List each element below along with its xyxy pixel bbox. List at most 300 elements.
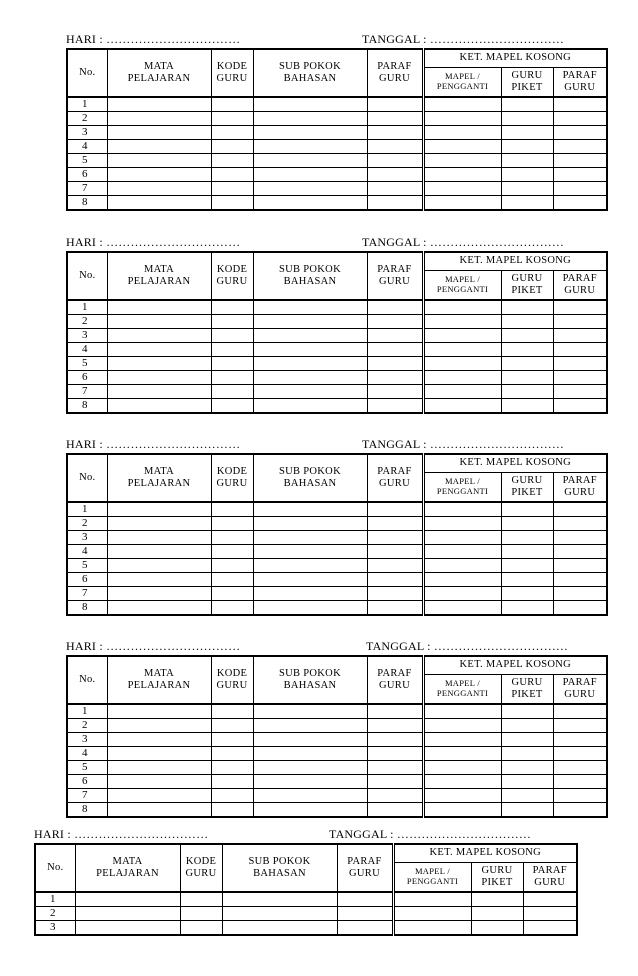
header-line: PARAF	[377, 263, 412, 275]
mapel-pengganti-cell[interactable]	[423, 545, 501, 559]
ket-mapel-kosong-header	[423, 49, 607, 68]
paraf-guru-2-cell[interactable]	[553, 329, 607, 343]
table-row	[67, 371, 607, 385]
mata-pelajaran-cell[interactable]	[107, 517, 211, 531]
mata-pelajaran-cell[interactable]	[107, 329, 211, 343]
kode-guru-cell[interactable]	[211, 399, 253, 414]
paraf-guru-2-cell[interactable]	[523, 921, 577, 936]
mapel-pengganti-cell[interactable]	[423, 573, 501, 587]
mapel-pengganti-cell[interactable]	[393, 892, 471, 907]
kode-guru-cell[interactable]	[211, 343, 253, 357]
kode-guru-cell[interactable]	[211, 371, 253, 385]
paraf-guru-cell[interactable]	[367, 761, 423, 775]
paraf-guru-cell[interactable]	[367, 126, 423, 140]
mata-pelajaran-cell[interactable]	[75, 907, 180, 921]
kode-guru-cell[interactable]	[211, 168, 253, 182]
mapel-pengganti-cell[interactable]	[423, 761, 501, 775]
row-number: 3	[35, 921, 75, 936]
sub-pokok-cell[interactable]	[253, 329, 367, 343]
paraf-guru-cell[interactable]	[367, 704, 423, 719]
sub-pokok-cell[interactable]	[253, 97, 367, 112]
sub-pokok-cell[interactable]	[222, 892, 337, 907]
paraf-guru-2-cell[interactable]	[553, 803, 607, 818]
table-row	[67, 587, 607, 601]
header-line: PENGGANTI	[436, 486, 489, 496]
guru-piket-cell[interactable]	[501, 385, 553, 399]
col-paraf-guru-header	[367, 49, 423, 97]
paraf-guru-cell[interactable]	[367, 559, 423, 573]
guru-piket-cell[interactable]	[501, 329, 553, 343]
mapel-pengganti-cell[interactable]	[423, 587, 501, 601]
paraf-guru-cell[interactable]	[367, 601, 423, 616]
journal-section	[58, 235, 618, 435]
header-line: GURU	[216, 276, 248, 287]
sub-pokok-cell[interactable]	[253, 775, 367, 789]
row-number: 6	[67, 168, 107, 182]
guru-piket-cell[interactable]	[501, 300, 553, 315]
journal-section	[26, 827, 589, 976]
header-line: KODE	[185, 855, 217, 867]
header-line: KET. MAPEL KOSONG	[429, 847, 542, 859]
sub-pokok-cell[interactable]	[253, 112, 367, 126]
guru-piket-cell[interactable]	[501, 775, 553, 789]
col-paraf-guru-2-header	[553, 68, 607, 98]
row-number: 5	[67, 559, 107, 573]
sub-pokok-cell[interactable]	[253, 371, 367, 385]
mapel-pengganti-cell[interactable]	[423, 357, 501, 371]
guru-piket-cell[interactable]	[471, 892, 523, 907]
mata-pelajaran-cell[interactable]	[107, 300, 211, 315]
paraf-guru-2-cell[interactable]	[553, 587, 607, 601]
ket-mapel-kosong-header	[393, 844, 577, 863]
header-line: PENGGANTI	[436, 284, 489, 294]
table-row	[35, 892, 577, 907]
paraf-guru-2-cell[interactable]	[553, 399, 607, 414]
guru-piket-cell[interactable]	[501, 399, 553, 414]
row-number: 7	[67, 789, 107, 803]
mata-pelajaran-cell[interactable]	[107, 761, 211, 775]
sub-pokok-cell[interactable]	[253, 601, 367, 616]
paraf-guru-cell[interactable]	[367, 733, 423, 747]
mapel-pengganti-cell[interactable]	[423, 399, 501, 414]
journal-table	[66, 251, 608, 414]
mata-pelajaran-cell[interactable]	[107, 168, 211, 182]
paraf-guru-cell[interactable]	[337, 907, 393, 921]
paraf-guru-cell[interactable]	[367, 573, 423, 587]
mapel-pengganti-cell[interactable]	[423, 502, 501, 517]
row-number: 2	[67, 719, 107, 733]
paraf-guru-cell[interactable]	[337, 892, 393, 907]
mapel-pengganti-cell[interactable]	[423, 517, 501, 531]
header-line: No.	[47, 861, 64, 873]
kode-guru-cell[interactable]	[211, 154, 253, 168]
mata-pelajaran-cell[interactable]	[107, 343, 211, 357]
mata-pelajaran-cell[interactable]	[75, 921, 180, 936]
ket-mapel-kosong-header	[423, 454, 607, 473]
mata-pelajaran-cell[interactable]	[107, 573, 211, 587]
paraf-guru-cell[interactable]	[367, 300, 423, 315]
sub-pokok-cell[interactable]	[253, 761, 367, 775]
mapel-pengganti-cell[interactable]	[423, 385, 501, 399]
header-line: PARAF	[377, 667, 412, 679]
mapel-pengganti-cell[interactable]	[423, 315, 501, 329]
mata-pelajaran-cell[interactable]	[107, 559, 211, 573]
mapel-pengganti-cell[interactable]	[423, 775, 501, 789]
paraf-guru-2-cell[interactable]	[553, 601, 607, 616]
paraf-guru-2-cell[interactable]	[553, 371, 607, 385]
kode-guru-cell[interactable]	[211, 385, 253, 399]
guru-piket-cell[interactable]	[501, 112, 553, 126]
mata-pelajaran-cell[interactable]	[107, 531, 211, 545]
mapel-pengganti-cell[interactable]	[423, 112, 501, 126]
paraf-guru-cell[interactable]	[367, 803, 423, 818]
paraf-guru-2-cell[interactable]	[553, 315, 607, 329]
paraf-guru-cell[interactable]	[367, 545, 423, 559]
sub-pokok-cell[interactable]	[253, 168, 367, 182]
paraf-guru-cell[interactable]	[367, 196, 423, 211]
guru-piket-cell[interactable]	[501, 502, 553, 517]
mata-pelajaran-cell[interactable]	[107, 747, 211, 761]
guru-piket-cell[interactable]	[501, 601, 553, 616]
mapel-pengganti-cell[interactable]	[393, 907, 471, 921]
paraf-guru-cell[interactable]	[337, 921, 393, 936]
guru-piket-cell[interactable]	[501, 182, 553, 196]
paraf-guru-2-cell[interactable]	[553, 517, 607, 531]
mapel-pengganti-cell[interactable]	[423, 154, 501, 168]
sub-pokok-cell[interactable]	[253, 545, 367, 559]
header-line: No.	[79, 673, 96, 685]
mata-pelajaran-cell[interactable]	[107, 154, 211, 168]
kode-guru-cell[interactable]	[180, 907, 222, 921]
kode-guru-cell[interactable]	[211, 733, 253, 747]
header-line: PENGGANTI	[436, 688, 489, 698]
paraf-guru-2-cell[interactable]	[553, 385, 607, 399]
sub-pokok-cell[interactable]	[253, 517, 367, 531]
sub-pokok-cell[interactable]	[253, 357, 367, 371]
kode-guru-cell[interactable]	[180, 921, 222, 936]
sub-pokok-cell[interactable]	[222, 907, 337, 921]
mata-pelajaran-cell[interactable]	[107, 719, 211, 733]
header-line: MAPEL /	[414, 866, 451, 877]
mapel-pengganti-cell[interactable]	[393, 921, 471, 936]
guru-piket-cell[interactable]	[501, 789, 553, 803]
kode-guru-cell[interactable]	[211, 545, 253, 559]
paraf-guru-2-cell[interactable]	[553, 719, 607, 733]
mata-pelajaran-cell[interactable]	[107, 502, 211, 517]
header-line: PARAF	[562, 69, 597, 81]
paraf-guru-2-cell[interactable]	[553, 357, 607, 371]
sub-pokok-cell[interactable]	[253, 803, 367, 818]
paraf-guru-2-cell[interactable]	[553, 502, 607, 517]
mapel-pengganti-cell[interactable]	[423, 803, 501, 818]
kode-guru-cell[interactable]	[211, 300, 253, 315]
paraf-guru-cell[interactable]	[367, 329, 423, 343]
header-line: PIKET	[481, 877, 513, 888]
paraf-guru-2-cell[interactable]	[553, 140, 607, 154]
mapel-pengganti-cell[interactable]	[423, 704, 501, 719]
paraf-guru-cell[interactable]	[367, 343, 423, 357]
sub-pokok-cell[interactable]	[253, 704, 367, 719]
guru-piket-cell[interactable]	[501, 168, 553, 182]
mata-pelajaran-cell[interactable]	[107, 385, 211, 399]
kode-guru-cell[interactable]	[211, 182, 253, 196]
guru-piket-cell[interactable]	[501, 154, 553, 168]
kode-guru-cell[interactable]	[211, 517, 253, 531]
guru-piket-cell[interactable]	[501, 196, 553, 211]
kode-guru-cell[interactable]	[211, 97, 253, 112]
mapel-pengganti-cell[interactable]	[423, 140, 501, 154]
guru-piket-cell[interactable]	[501, 733, 553, 747]
guru-piket-cell[interactable]	[501, 704, 553, 719]
kode-guru-cell[interactable]	[211, 761, 253, 775]
kode-guru-cell[interactable]	[211, 196, 253, 211]
paraf-guru-cell[interactable]	[367, 747, 423, 761]
mapel-pengganti-cell[interactable]	[423, 733, 501, 747]
guru-piket-cell[interactable]	[501, 126, 553, 140]
mata-pelajaran-cell[interactable]	[107, 733, 211, 747]
mapel-pengganti-cell[interactable]	[423, 168, 501, 182]
guru-piket-cell[interactable]	[501, 517, 553, 531]
mapel-pengganti-cell[interactable]	[423, 343, 501, 357]
mapel-pengganti-cell[interactable]	[423, 601, 501, 616]
row-number: 5	[67, 761, 107, 775]
kode-guru-cell[interactable]	[211, 315, 253, 329]
sub-pokok-cell[interactable]	[253, 343, 367, 357]
kode-guru-cell[interactable]	[211, 587, 253, 601]
paraf-guru-cell[interactable]	[367, 789, 423, 803]
row-number: 6	[67, 775, 107, 789]
sub-pokok-cell[interactable]	[253, 573, 367, 587]
paraf-guru-2-cell[interactable]	[553, 300, 607, 315]
mapel-pengganti-cell[interactable]	[423, 747, 501, 761]
sub-pokok-cell[interactable]	[253, 559, 367, 573]
guru-piket-cell[interactable]	[501, 559, 553, 573]
paraf-guru-2-cell[interactable]	[553, 789, 607, 803]
journal-table	[66, 655, 608, 818]
paraf-guru-cell[interactable]	[367, 315, 423, 329]
sub-pokok-cell[interactable]	[222, 921, 337, 936]
kode-guru-cell[interactable]	[211, 502, 253, 517]
header-line: PENGGANTI	[406, 876, 459, 886]
kode-guru-cell[interactable]	[211, 803, 253, 818]
mata-pelajaran-cell[interactable]	[107, 126, 211, 140]
header-line: GURU	[349, 868, 380, 879]
paraf-guru-cell[interactable]	[367, 587, 423, 601]
guru-piket-cell[interactable]	[501, 761, 553, 775]
sub-pokok-cell[interactable]	[253, 126, 367, 140]
mata-pelajaran-cell[interactable]	[107, 399, 211, 414]
sub-pokok-cell[interactable]	[253, 140, 367, 154]
sub-pokok-cell[interactable]	[253, 733, 367, 747]
paraf-guru-cell[interactable]	[367, 719, 423, 733]
kode-guru-cell[interactable]	[211, 704, 253, 719]
paraf-guru-2-cell[interactable]	[553, 112, 607, 126]
kode-guru-cell[interactable]	[211, 329, 253, 343]
paraf-guru-cell[interactable]	[367, 517, 423, 531]
guru-piket-cell[interactable]	[501, 573, 553, 587]
paraf-guru-cell[interactable]	[367, 502, 423, 517]
paraf-guru-cell[interactable]	[367, 182, 423, 196]
kode-guru-cell[interactable]	[211, 719, 253, 733]
guru-piket-cell[interactable]	[501, 587, 553, 601]
paraf-guru-cell[interactable]	[367, 371, 423, 385]
sub-pokok-cell[interactable]	[253, 747, 367, 761]
mapel-pengganti-cell[interactable]	[423, 789, 501, 803]
row-number: 4	[67, 747, 107, 761]
sub-pokok-cell[interactable]	[253, 315, 367, 329]
mapel-pengganti-cell[interactable]	[423, 719, 501, 733]
sub-pokok-cell[interactable]	[253, 182, 367, 196]
paraf-guru-cell[interactable]	[367, 168, 423, 182]
header-line: SUB POKOK	[279, 60, 341, 72]
paraf-guru-cell[interactable]	[367, 399, 423, 414]
paraf-guru-2-cell[interactable]	[553, 704, 607, 719]
mata-pelajaran-cell[interactable]	[107, 587, 211, 601]
paraf-guru-2-cell[interactable]	[553, 182, 607, 196]
mapel-pengganti-cell[interactable]	[423, 196, 501, 211]
header-line: PARAF	[377, 60, 412, 72]
col-mata-pelajaran-header	[107, 454, 211, 502]
kode-guru-cell[interactable]	[211, 775, 253, 789]
mata-pelajaran-cell[interactable]	[75, 892, 180, 907]
paraf-guru-cell[interactable]	[367, 112, 423, 126]
mapel-pengganti-cell[interactable]	[423, 126, 501, 140]
paraf-guru-2-cell[interactable]	[553, 761, 607, 775]
row-number: 8	[67, 399, 107, 414]
guru-piket-cell[interactable]	[501, 545, 553, 559]
col-sub-pokok-header	[222, 844, 337, 892]
paraf-guru-2-cell[interactable]	[553, 559, 607, 573]
kode-guru-cell[interactable]	[211, 573, 253, 587]
row-number: 7	[67, 182, 107, 196]
mata-pelajaran-cell[interactable]	[107, 704, 211, 719]
sub-pokok-cell[interactable]	[253, 502, 367, 517]
mapel-pengganti-cell[interactable]	[423, 559, 501, 573]
kode-guru-cell[interactable]	[211, 747, 253, 761]
paraf-guru-2-cell[interactable]	[553, 97, 607, 112]
paraf-guru-cell[interactable]	[367, 97, 423, 112]
guru-piket-cell[interactable]	[501, 97, 553, 112]
paraf-guru-2-cell[interactable]	[553, 168, 607, 182]
kode-guru-cell[interactable]	[211, 789, 253, 803]
kode-guru-cell[interactable]	[211, 601, 253, 616]
mata-pelajaran-cell[interactable]	[107, 357, 211, 371]
mata-pelajaran-cell[interactable]	[107, 196, 211, 211]
sub-pokok-cell[interactable]	[253, 154, 367, 168]
mapel-pengganti-cell[interactable]	[423, 182, 501, 196]
mata-pelajaran-cell[interactable]	[107, 182, 211, 196]
sub-pokok-cell[interactable]	[253, 385, 367, 399]
guru-piket-cell[interactable]	[501, 531, 553, 545]
paraf-guru-2-cell[interactable]	[553, 126, 607, 140]
sub-pokok-cell[interactable]	[253, 399, 367, 414]
mata-pelajaran-cell[interactable]	[107, 371, 211, 385]
paraf-guru-2-cell[interactable]	[553, 747, 607, 761]
sub-pokok-cell[interactable]	[253, 531, 367, 545]
paraf-guru-cell[interactable]	[367, 154, 423, 168]
paraf-guru-2-cell[interactable]	[553, 775, 607, 789]
paraf-guru-2-cell[interactable]	[553, 343, 607, 357]
header-line: No.	[79, 66, 96, 78]
col-kode-guru-header	[180, 844, 222, 892]
paraf-guru-2-cell[interactable]	[553, 733, 607, 747]
mata-pelajaran-cell[interactable]	[107, 789, 211, 803]
table-row	[67, 775, 607, 789]
paraf-guru-2-cell[interactable]	[553, 573, 607, 587]
paraf-guru-cell[interactable]	[367, 385, 423, 399]
col-mapel-pengganti-header	[423, 473, 501, 503]
guru-piket-cell[interactable]	[501, 357, 553, 371]
mata-pelajaran-cell[interactable]	[107, 775, 211, 789]
paraf-guru-2-cell[interactable]	[553, 154, 607, 168]
guru-piket-cell[interactable]	[471, 907, 523, 921]
table-row	[67, 97, 607, 112]
guru-piket-cell[interactable]	[501, 343, 553, 357]
col-mapel-pengganti-header	[423, 271, 501, 301]
paraf-guru-cell[interactable]	[367, 531, 423, 545]
kode-guru-cell[interactable]	[211, 112, 253, 126]
mata-pelajaran-cell[interactable]	[107, 112, 211, 126]
paraf-guru-2-cell[interactable]	[553, 545, 607, 559]
row-number: 2	[67, 517, 107, 531]
mata-pelajaran-cell[interactable]	[107, 545, 211, 559]
journal-section	[58, 32, 618, 232]
sub-pokok-cell[interactable]	[253, 300, 367, 315]
mapel-pengganti-cell[interactable]	[423, 97, 501, 112]
mapel-pengganti-cell[interactable]	[423, 531, 501, 545]
header-line: KODE	[216, 465, 248, 477]
col-paraf-guru-header	[367, 656, 423, 704]
paraf-guru-2-cell[interactable]	[523, 892, 577, 907]
kode-guru-cell[interactable]	[211, 531, 253, 545]
guru-piket-cell[interactable]	[501, 803, 553, 818]
kode-guru-cell[interactable]	[211, 126, 253, 140]
mapel-pengganti-cell[interactable]	[423, 300, 501, 315]
kode-guru-cell[interactable]	[211, 559, 253, 573]
sub-pokok-cell[interactable]	[253, 196, 367, 211]
sub-pokok-cell[interactable]	[253, 719, 367, 733]
table-row	[67, 559, 607, 573]
guru-piket-cell[interactable]	[501, 371, 553, 385]
kode-guru-cell[interactable]	[180, 892, 222, 907]
kode-guru-cell[interactable]	[211, 357, 253, 371]
guru-piket-cell[interactable]	[501, 747, 553, 761]
paraf-guru-cell[interactable]	[367, 357, 423, 371]
paraf-guru-2-cell[interactable]	[553, 531, 607, 545]
guru-piket-cell[interactable]	[501, 315, 553, 329]
guru-piket-cell[interactable]	[471, 921, 523, 936]
guru-piket-cell[interactable]	[501, 140, 553, 154]
paraf-guru-2-cell[interactable]	[553, 196, 607, 211]
mapel-pengganti-cell[interactable]	[423, 371, 501, 385]
mata-pelajaran-cell[interactable]	[107, 97, 211, 112]
sub-pokok-cell[interactable]	[253, 587, 367, 601]
mata-pelajaran-cell[interactable]	[107, 315, 211, 329]
paraf-guru-2-cell[interactable]	[523, 907, 577, 921]
mata-pelajaran-cell[interactable]	[107, 601, 211, 616]
kode-guru-cell[interactable]	[211, 140, 253, 154]
guru-piket-cell[interactable]	[501, 719, 553, 733]
col-guru-piket-header	[501, 271, 553, 301]
paraf-guru-cell[interactable]	[367, 775, 423, 789]
mapel-pengganti-cell[interactable]	[423, 329, 501, 343]
sub-pokok-cell[interactable]	[253, 789, 367, 803]
header-line: SUB POKOK	[248, 855, 311, 867]
paraf-guru-cell[interactable]	[367, 140, 423, 154]
mata-pelajaran-cell[interactable]	[107, 140, 211, 154]
header-line: SUB POKOK	[279, 263, 341, 275]
mata-pelajaran-cell[interactable]	[107, 803, 211, 818]
